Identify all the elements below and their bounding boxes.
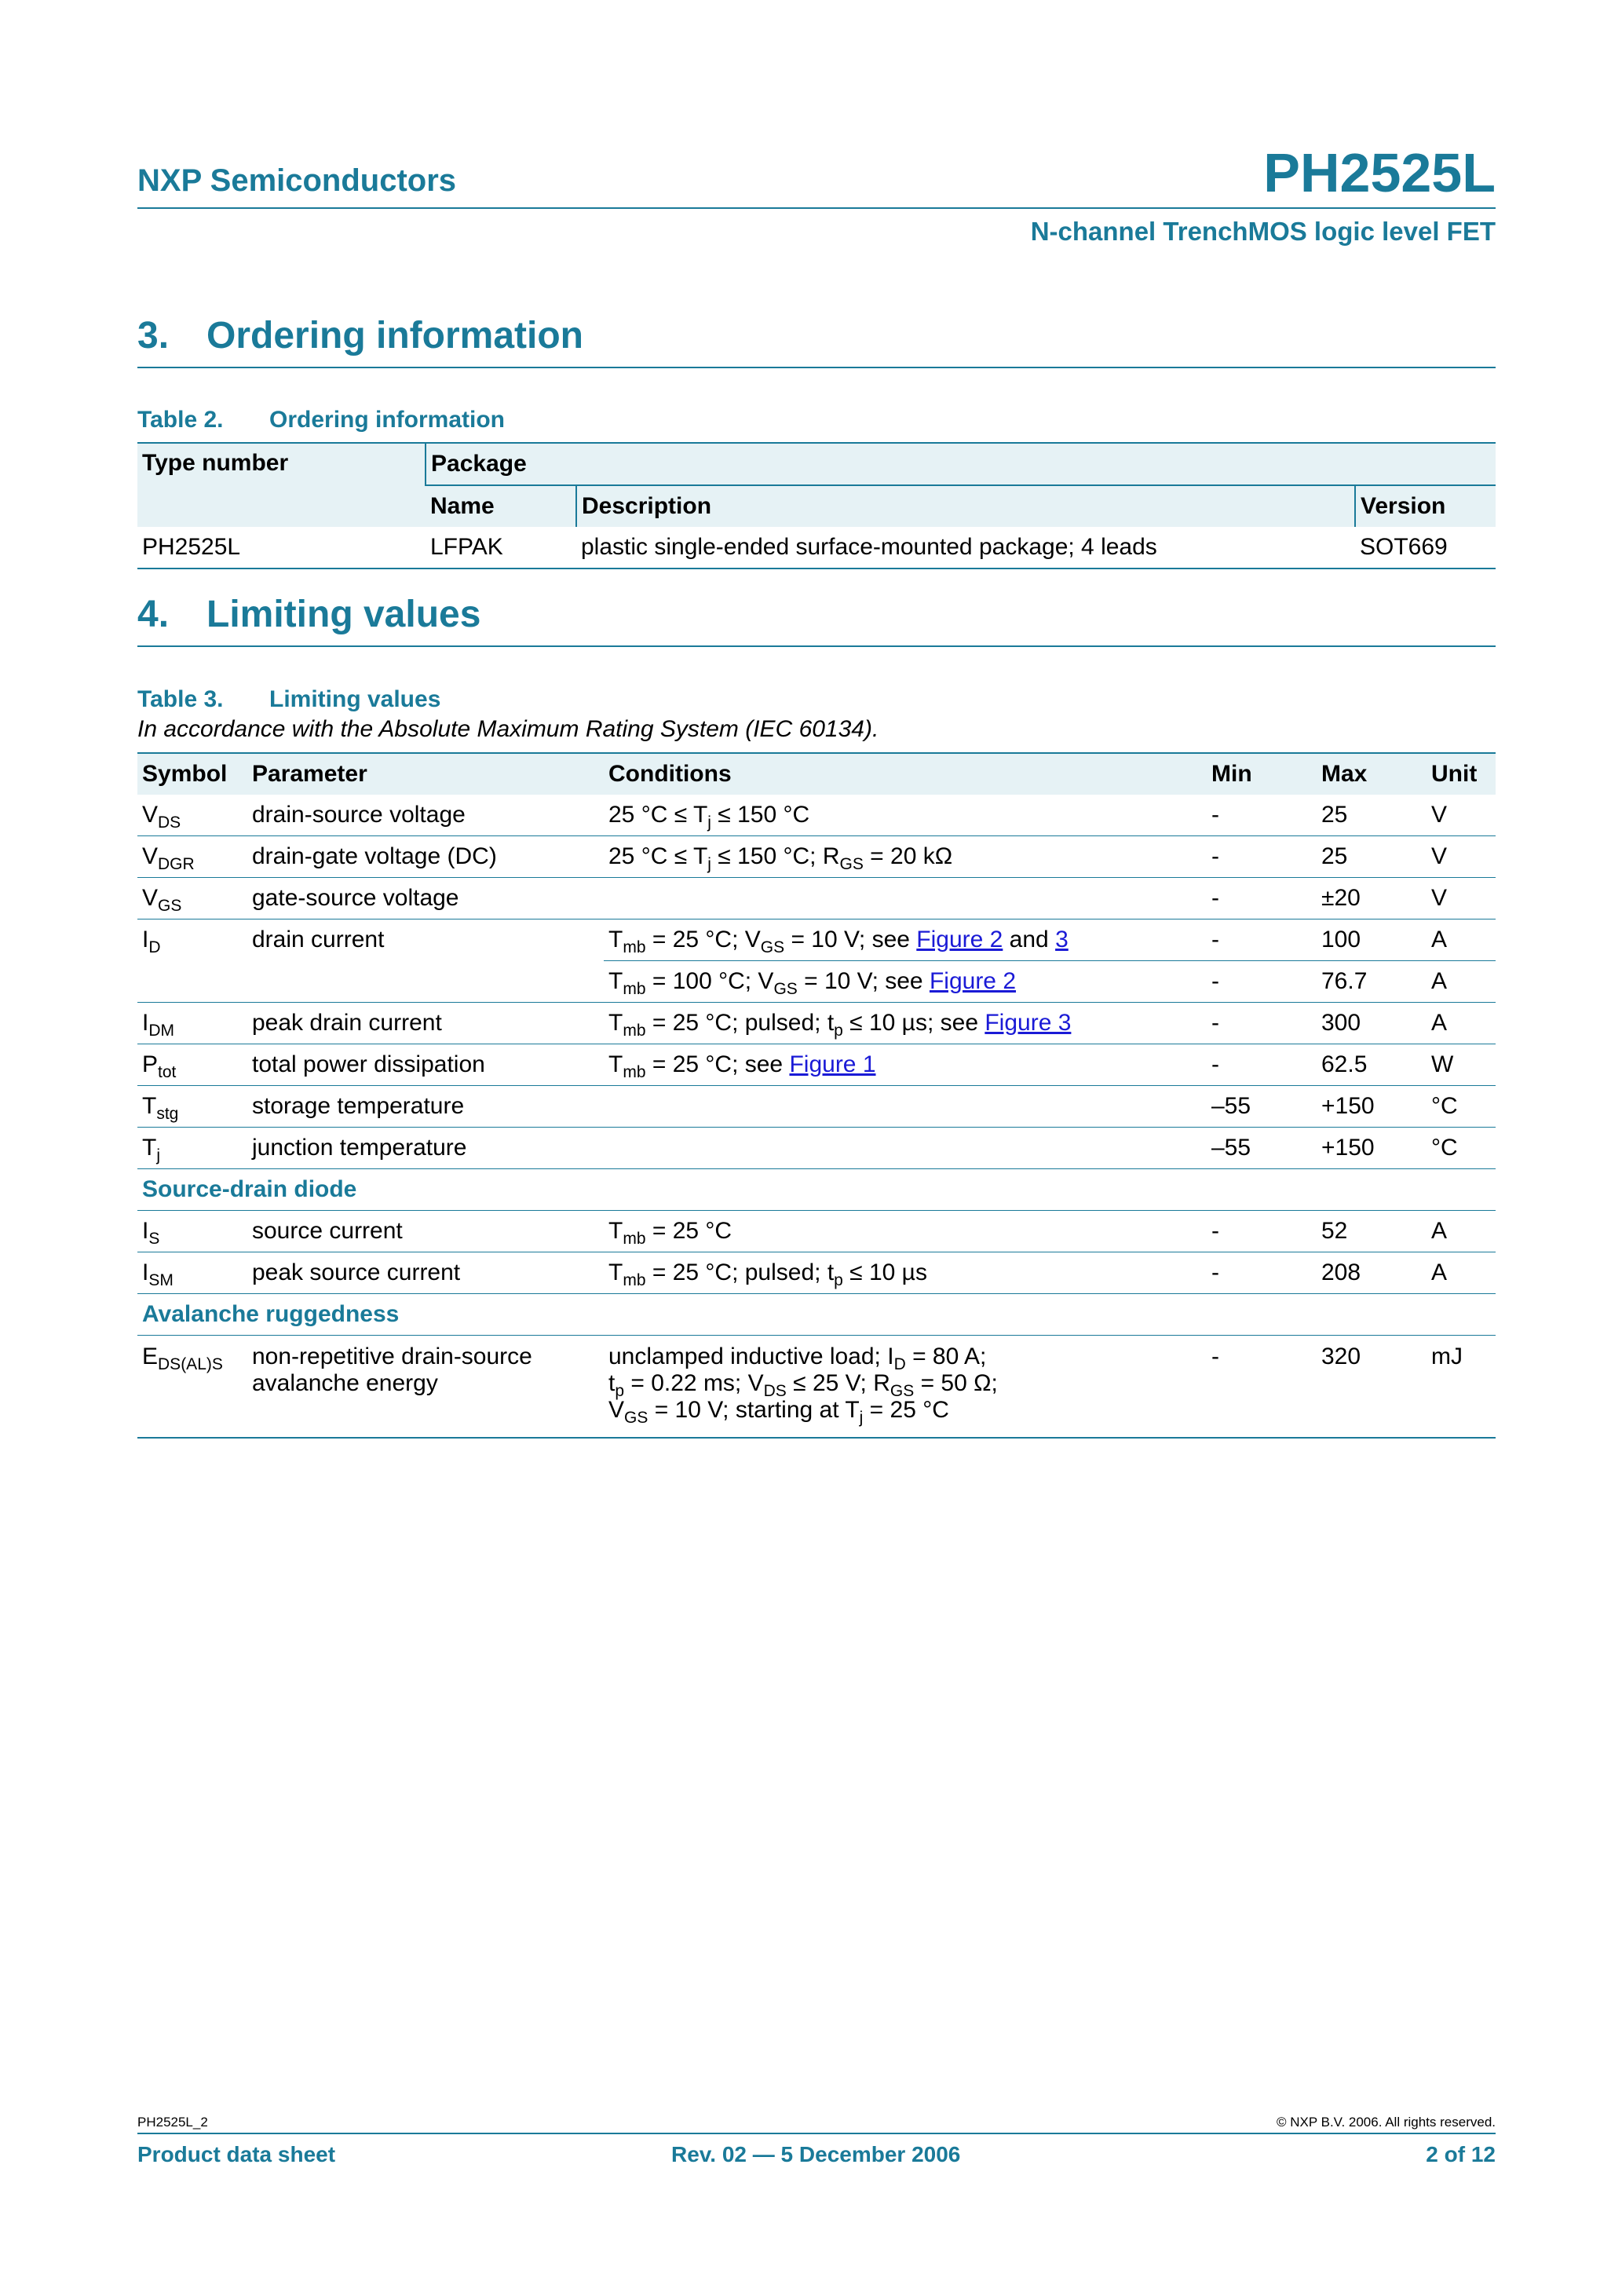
cell-max: +150	[1317, 1128, 1427, 1169]
cell-min: -	[1207, 1211, 1317, 1252]
cell-max: 300	[1317, 1003, 1427, 1044]
header-name: Name	[426, 485, 576, 527]
cell-conditions: unclamped inductive load; $I_D = 80$ A; $t_p = 0.22$ ms; $V_{DS} \le 25$ V; $R_{GS} = 50$ Ω; $V_{GS} = 10$ V; starting at $T_j = 25$ °C	[604, 1336, 1207, 1438]
cell-conditions: $T_{mb} = 25$ °C; see Figure 1	[604, 1044, 1207, 1086]
cell-unit: A	[1427, 961, 1496, 1003]
cell-unit: A	[1427, 919, 1496, 961]
table-row	[137, 1003, 1496, 1044]
cell-min: -	[1207, 1044, 1317, 1086]
header-divider	[137, 207, 1496, 209]
table-row	[137, 836, 1496, 878]
cell-conditions	[604, 1086, 1207, 1128]
table-row	[137, 1044, 1496, 1086]
cell-conditions: 25 $^\circ C \le T_j \le 150$ °C	[608, 802, 810, 832]
table-row	[137, 1211, 1496, 1252]
cell-parameter: non-repetitive drain-source avalanche energy	[247, 1336, 604, 1438]
subheading-avalanche-ruggedness: Avalanche ruggedness	[137, 1294, 1496, 1336]
section-title: Ordering information	[206, 315, 583, 356]
cell-symbol: $V_{GS}$	[137, 878, 247, 919]
cell-unit: A	[1427, 1252, 1496, 1294]
cell-parameter: junction temperature	[247, 1128, 604, 1169]
cell-min: -	[1207, 919, 1317, 961]
cell-max: ±20	[1317, 878, 1427, 919]
table-row	[137, 1086, 1496, 1128]
cell-parameter: source current	[247, 1211, 604, 1252]
cell-parameter: drain-source voltage	[252, 802, 466, 828]
figure-2-link[interactable]: Figure 2	[916, 927, 1003, 952]
section-number: 3.	[137, 315, 170, 356]
cell-max: 62.5	[1317, 1044, 1427, 1086]
cell-min: -	[1207, 1336, 1317, 1438]
cell-min: -	[1207, 1252, 1317, 1294]
cell-conditions	[604, 1128, 1207, 1169]
product-subtitle: N-channel TrenchMOS logic level FET	[1030, 217, 1496, 246]
cell-max: 320	[1317, 1336, 1427, 1438]
table-row	[137, 878, 1496, 919]
footer-page-number: 2 of 12	[1426, 2142, 1496, 2166]
header-parameter: Parameter	[247, 753, 604, 795]
cell-unit: A	[1427, 1211, 1496, 1252]
cell-unit: V	[1427, 836, 1496, 878]
table-label: Table 2.	[137, 407, 224, 433]
table-row	[137, 1336, 1496, 1438]
section-number: 4.	[137, 594, 170, 635]
cell-max: 25	[1321, 802, 1348, 828]
company-name: NXP Semiconductors	[137, 163, 457, 198]
section-heading-ordering	[137, 314, 1496, 368]
header-version: Version	[1355, 485, 1496, 527]
cell-parameter: peak drain current	[247, 1003, 604, 1044]
cell-min: –55	[1207, 1128, 1317, 1169]
header-package: Package	[426, 443, 1496, 485]
table-subheading-row	[137, 1169, 1496, 1211]
footer-revision: Rev. 02 — 5 December 2006	[671, 2142, 961, 2166]
cell-max: 208	[1317, 1252, 1427, 1294]
table-title: Ordering information	[269, 407, 505, 433]
table-row	[137, 1252, 1496, 1294]
cell-description: plastic single-ended surface-mounted package; 4 leads	[581, 534, 1157, 560]
table-note: In accordance with the Absolute Maximum Rating System (IEC 60134).	[137, 716, 879, 742]
cell-min: -	[1207, 836, 1317, 878]
cell-max: 52	[1317, 1211, 1427, 1252]
cell-conditions	[604, 878, 1207, 919]
cell-symbol	[137, 961, 247, 1003]
cell-max: 100	[1317, 919, 1427, 961]
cell-unit: V	[1427, 878, 1496, 919]
cell-conditions: $T_{mb} = 100$ °C; $V_{GS} = 10$ V; see Figure 2	[604, 961, 1207, 1003]
section-heading-limiting	[137, 593, 1496, 647]
header-unit: Unit	[1427, 753, 1496, 795]
header-symbol: Symbol	[137, 753, 247, 795]
page	[137, 0, 1496, 2296]
table-row	[137, 527, 1496, 569]
cell-symbol: $V_{DS}$	[142, 802, 181, 832]
document-id: PH2525L_2	[137, 2115, 208, 2130]
table-label: Table 3.	[137, 686, 224, 712]
cell-conditions: $T_{mb} = 25$ °C; pulsed; $t_p \le 10$ µs	[604, 1252, 1207, 1294]
cell-max: +150	[1317, 1086, 1427, 1128]
ordering-table	[137, 442, 1496, 569]
header-max: Max	[1317, 753, 1427, 795]
subheading-source-drain-diode: Source-drain diode	[137, 1169, 1496, 1211]
cell-symbol: $E_{DS(AL)S}$	[137, 1336, 247, 1438]
cell-min: -	[1211, 802, 1219, 828]
copyright: © NXP B.V. 2006. All rights reserved.	[1276, 2115, 1496, 2130]
cell-parameter: drain current	[247, 919, 604, 961]
cell-parameter: gate-source voltage	[247, 878, 604, 919]
cell-min: –55	[1207, 1086, 1317, 1128]
figure-1-link[interactable]: Figure 1	[789, 1051, 876, 1077]
header-conditions: Conditions	[604, 753, 1207, 795]
table-title: Limiting values	[269, 686, 441, 712]
cell-parameter: total power dissipation	[247, 1044, 604, 1086]
footer-divider	[137, 2133, 1496, 2134]
cell-symbol: $I_D$	[137, 919, 247, 961]
table-row	[137, 961, 1496, 1003]
table-caption	[137, 407, 505, 433]
cell-symbol: $T_j$	[137, 1128, 247, 1169]
table-row	[137, 1128, 1496, 1169]
cell-symbol: $I_{SM}$	[137, 1252, 247, 1294]
cell-parameter	[247, 961, 604, 1003]
table-row	[137, 919, 1496, 961]
cell-unit: V	[1431, 802, 1448, 828]
cell-max: 76.7	[1317, 961, 1427, 1003]
cell-name: LFPAK	[430, 534, 503, 560]
table-subheading-row	[137, 1294, 1496, 1336]
footer-doc-type: Product data sheet	[137, 2142, 336, 2166]
cell-conditions: $T_{mb} = 25$ °C	[604, 1211, 1207, 1252]
cell-unit: mJ	[1427, 1336, 1496, 1438]
table-row	[137, 795, 1496, 836]
limiting-values-table	[137, 752, 1496, 1439]
cell-conditions: $T_{mb} = 25$ °C; $V_{GS} = 10$ V; see Figure 2 and 3	[604, 919, 1207, 961]
cell-type: PH2525L	[142, 534, 241, 560]
cell-symbol: $P_{tot}$	[137, 1044, 247, 1086]
cell-parameter: peak source current	[247, 1252, 604, 1294]
cell-unit: W	[1427, 1044, 1496, 1086]
cell-unit: °C	[1427, 1086, 1496, 1128]
table-caption	[137, 686, 440, 713]
cell-version: SOT669	[1360, 534, 1448, 560]
header-min: Min	[1207, 753, 1317, 795]
cell-symbol: $T_{stg}$	[137, 1086, 247, 1128]
header-description: Description	[576, 485, 1355, 527]
cell-conditions: $T_{mb} = 25$ °C; pulsed; $t_p \le 10$ µs; see Figure 3	[604, 1003, 1207, 1044]
figure-2-link[interactable]: Figure 2	[929, 968, 1017, 994]
section-title: Limiting values	[206, 594, 481, 635]
cell-parameter: drain-gate voltage (DC)	[247, 836, 604, 878]
cell-symbol: $I_S$	[137, 1211, 247, 1252]
cell-conditions: 25 $^\circ C \le T_j \le 150$ °C; $R_{GS} = 20$ kΩ	[604, 836, 1207, 878]
cell-symbol: $I_{DM}$	[137, 1003, 247, 1044]
figure-3-link[interactable]: 3	[1055, 927, 1069, 952]
part-number: PH2525L	[1263, 142, 1496, 203]
header-type-number: Type number	[137, 443, 426, 527]
cell-unit: A	[1427, 1003, 1496, 1044]
cell-min: -	[1207, 961, 1317, 1003]
figure-3-link[interactable]: Figure 3	[985, 1010, 1072, 1036]
cell-symbol: $V_{DGR}$	[137, 836, 247, 878]
cell-min: -	[1207, 1003, 1317, 1044]
cell-max: 25	[1317, 836, 1427, 878]
cell-parameter: storage temperature	[247, 1086, 604, 1128]
cell-min: -	[1207, 878, 1317, 919]
cell-unit: °C	[1427, 1128, 1496, 1169]
